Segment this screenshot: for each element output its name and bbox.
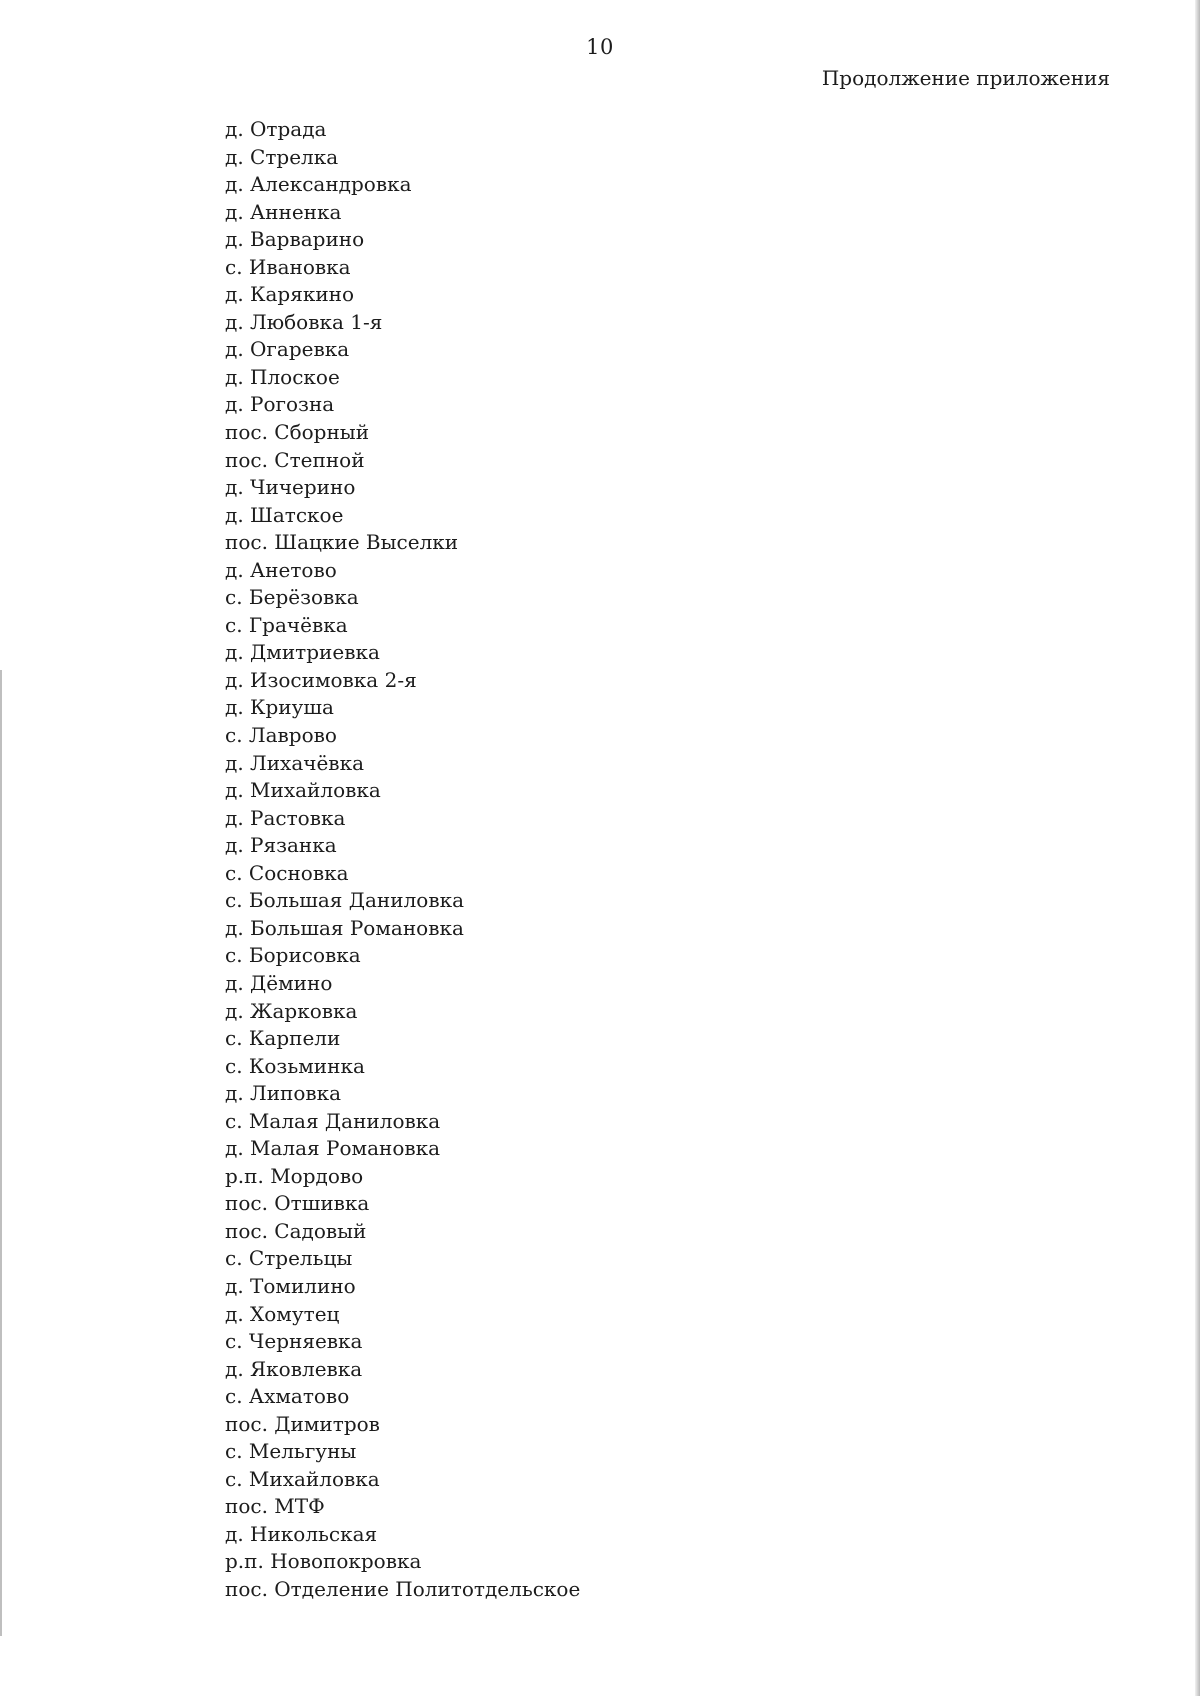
settlement-item: пос. Отшивка xyxy=(225,1191,370,1216)
settlement-item: д. Рогозна xyxy=(225,392,335,417)
settlement-item: д. Стрелка xyxy=(225,144,339,169)
settlement-item: д. Яковлевка xyxy=(225,1356,363,1381)
settlement-item: д. Плоское xyxy=(225,364,340,389)
settlement-item: д. Лихачёвка xyxy=(225,750,364,775)
settlement-item: р.п. Мордово xyxy=(225,1163,364,1188)
settlement-item: пос. Садовый xyxy=(225,1218,367,1243)
settlement-item: с. Мельгуны xyxy=(225,1439,357,1464)
settlement-item: д. Анненка xyxy=(225,199,342,224)
settlement-item: д. Чичерино xyxy=(225,475,356,500)
settlement-item: пос. Шацкие Выселки xyxy=(225,530,459,555)
scan-border-left xyxy=(0,670,2,1636)
page-number: 10 xyxy=(586,35,614,59)
settlement-item: с. Черняевка xyxy=(225,1329,363,1354)
settlement-item: с. Стрельцы xyxy=(225,1246,353,1271)
settlement-item: пос. Степной xyxy=(225,447,365,472)
settlement-item: д. Жарковка xyxy=(225,998,358,1023)
settlement-item: с. Грачёвка xyxy=(225,612,348,637)
settlement-item: д. Малая Романовка xyxy=(225,1136,441,1161)
settlement-item: д. Изосимовка 2-я xyxy=(225,667,417,692)
settlement-item: р.п. Новопокровка xyxy=(225,1549,422,1574)
settlement-item: с. Берёзовка xyxy=(225,585,359,610)
settlement-item: д. Дёмино xyxy=(225,970,333,995)
settlement-item: д. Анетово xyxy=(225,557,337,582)
settlement-item: д. Томилино xyxy=(225,1273,356,1298)
settlement-item: с. Малая Даниловка xyxy=(225,1108,441,1133)
settlement-item: с. Ахматово xyxy=(225,1384,350,1409)
settlement-item: д. Липовка xyxy=(225,1081,342,1106)
settlement-item: с. Карпели xyxy=(225,1026,341,1051)
settlement-item: с. Лаврово xyxy=(225,723,337,748)
settlement-item: д. Большая Романовка xyxy=(225,915,464,940)
settlement-item: д. Огаревка xyxy=(225,337,350,362)
settlement-item: д. Карякино xyxy=(225,282,355,307)
settlement-item: пос. Отделение Политотдельское xyxy=(225,1576,581,1601)
settlement-list xyxy=(225,116,580,1604)
settlement-item: с. Михайловка xyxy=(225,1466,380,1491)
settlement-item: д. Михайловка xyxy=(225,778,381,803)
settlement-item: с. Ивановка xyxy=(225,254,351,279)
settlement-item: д. Криуша xyxy=(225,695,334,720)
settlement-item: д. Растовка xyxy=(225,805,346,830)
settlement-item: д. Никольская xyxy=(225,1521,378,1546)
settlement-item: д. Александровка xyxy=(225,172,412,197)
settlement-item: пос. Димитров xyxy=(225,1411,380,1436)
settlement-item: д. Дмитриевка xyxy=(225,640,380,665)
scan-border-right xyxy=(1195,0,1200,1696)
settlement-item: д. Рязанка xyxy=(225,833,337,858)
settlement-item: с. Борисовка xyxy=(225,943,361,968)
settlement-item: пос. Сборный xyxy=(225,420,370,445)
continuation-note: Продолжение приложения xyxy=(821,66,1110,90)
settlement-item: д. Варварино xyxy=(225,227,365,252)
settlement-item: д. Отрада xyxy=(225,117,327,141)
settlement-item: д. Любовка 1-я xyxy=(225,309,383,334)
settlement-item: с. Сосновка xyxy=(225,860,349,885)
settlement-item: пос. МТФ xyxy=(225,1494,325,1519)
settlement-item: д. Хомутец xyxy=(225,1301,340,1326)
settlement-item: с. Большая Даниловка xyxy=(225,888,465,913)
settlement-item: д. Шатское xyxy=(225,502,344,527)
settlement-item: с. Козьминка xyxy=(225,1053,365,1078)
